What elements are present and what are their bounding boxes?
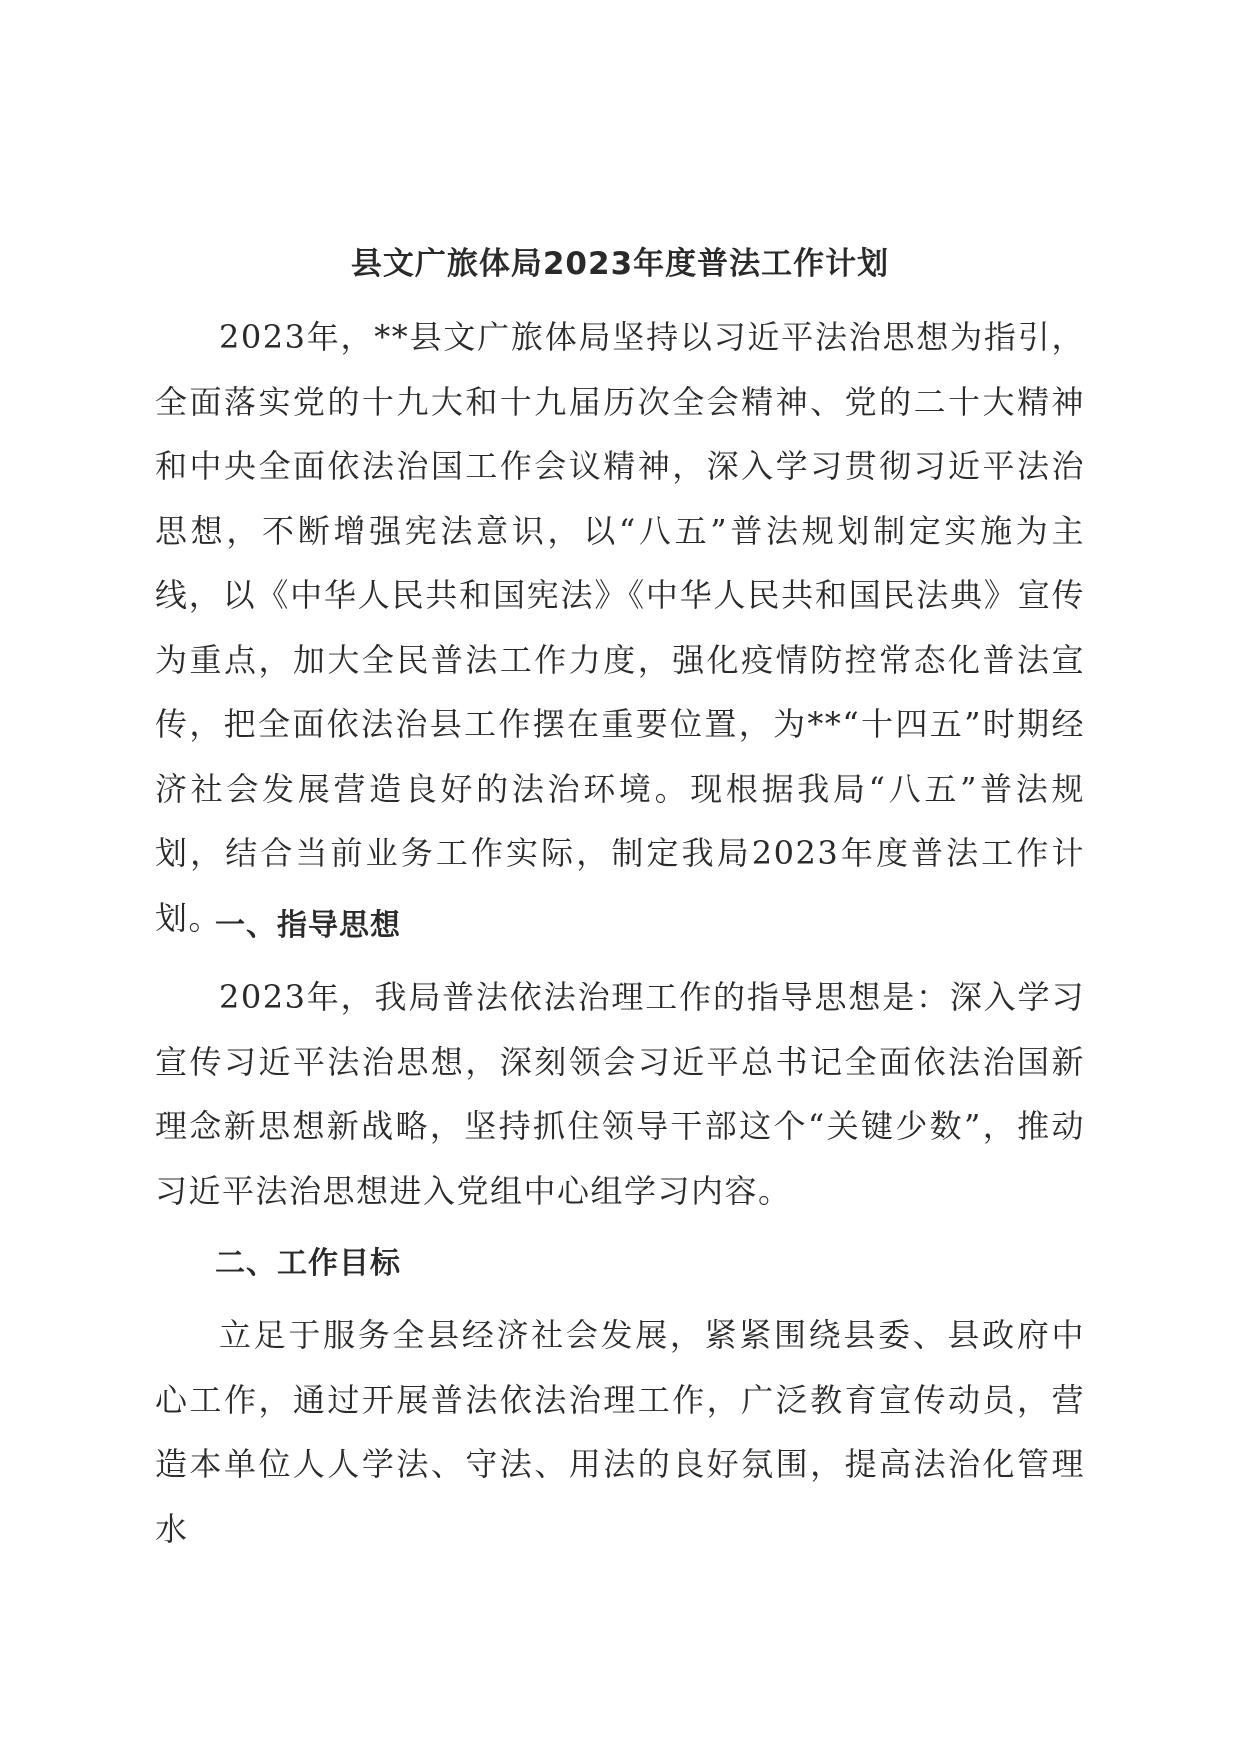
section-body-work-goals: 立足于服务全县经济社会发展，紧紧围绕县委、县政府中心工作，通过开展普法依法治理工作，广泛教育宣传动员，营造本单位人人学法、守法、用法的良好氛围，提高法治化管理水	[155, 1316, 1085, 1548]
section-heading-guiding-ideology: 一、指导思想	[215, 908, 401, 943]
section-body-guiding-ideology: 2023年，我局普法依法治理工作的指导思想是：深入学习宣传习近平法治思想，深刻领会习近平总书记全面依法治国新理念新思想新战略，坚持抓住领导干部这个“关键少数”，推动习近平法治思想进入党组中心组学习内容。	[155, 978, 1085, 1210]
section-heading-work-goals: 二、工作目标	[215, 1246, 401, 1281]
intro-paragraph: 2023年，**县文广旅体局坚持以习近平法治思想为指引，全面落实党的十九大和十九届历次全会精神、党的二十大精神和中央全面依法治国工作会议精神，深入学习贯彻习近平法治思想，不断增强宪法意识，以“八五”普法规划制定实施为主线，以《中华人民共和国宪法》《中华人民共和国民法典》宣传为重点，加大全民普法工作力度，强化疫情防控常态化普法宣传，把全面依法治县工作摆在重要位置，为**“十四五”时期经济社会发展营造良好的法治环境。现根据我局“八五”普法规划，结合当前业务工作实际，制定我局2023年度普法工作计划。	[155, 318, 1085, 937]
document-title: 县文广旅体局2023年度普法工作计划	[350, 246, 890, 282]
